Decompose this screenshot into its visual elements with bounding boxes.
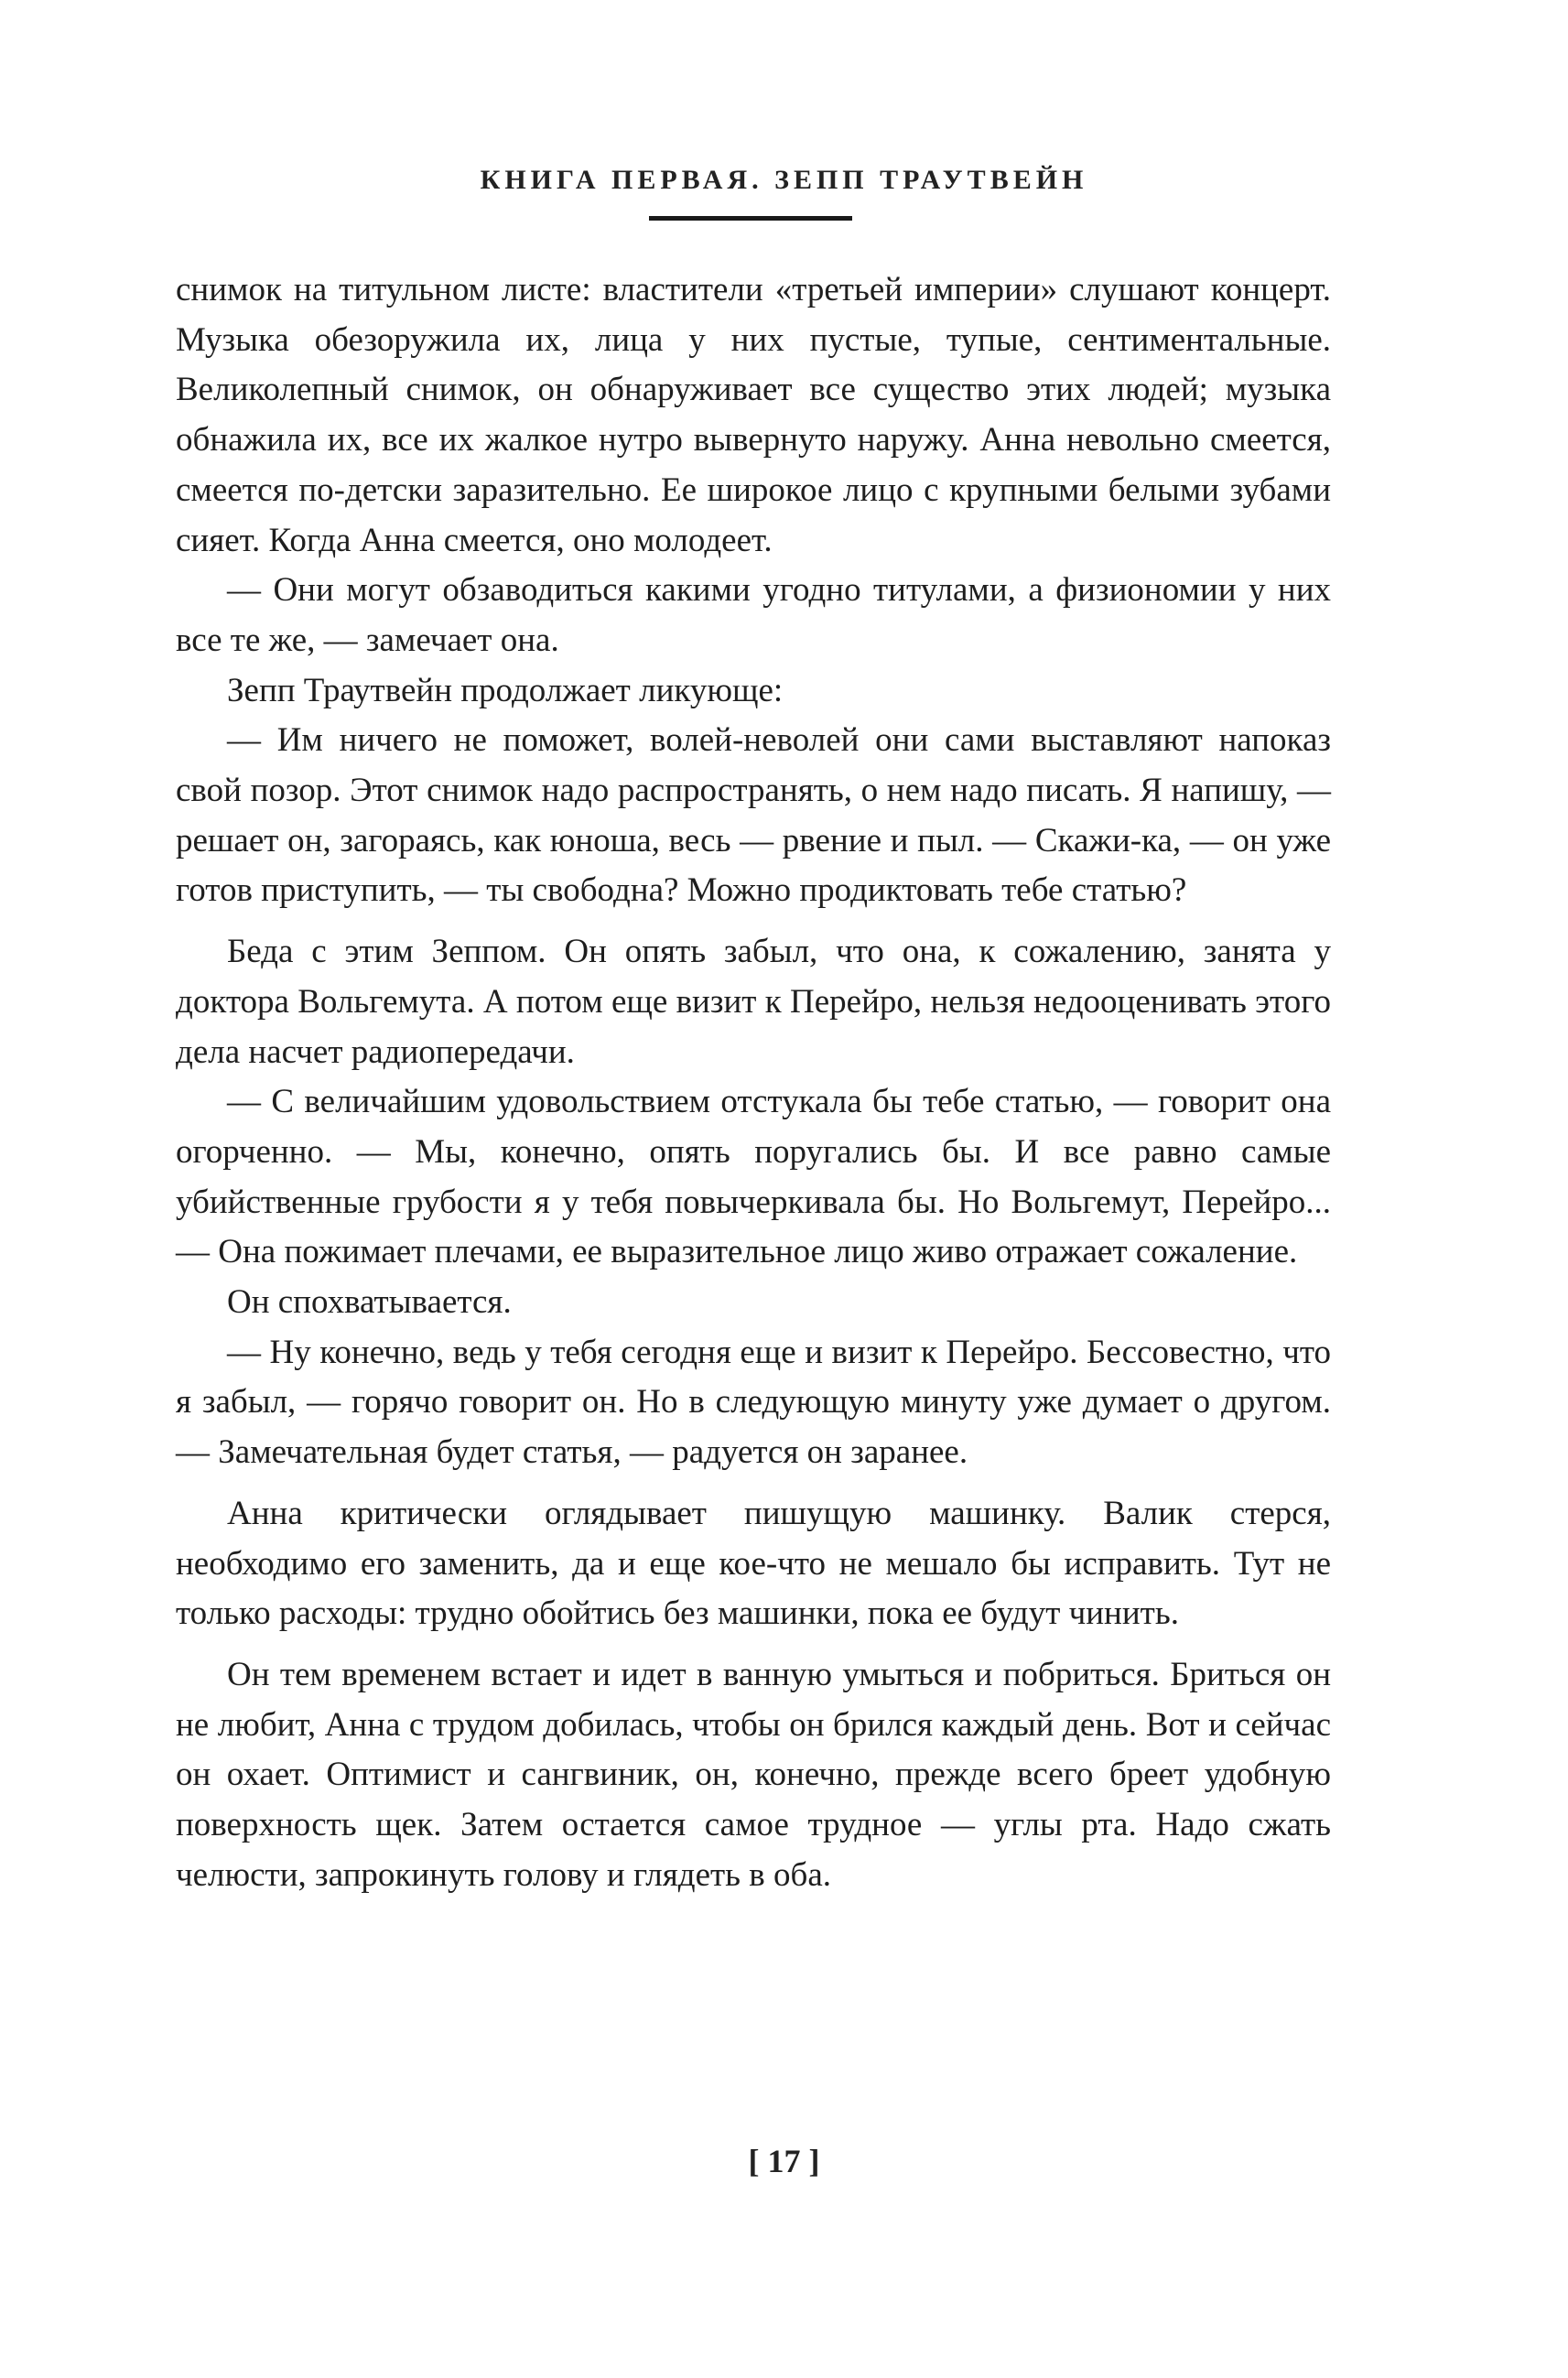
paragraph: — Им ничего не поможет, волей-неволей они сами выставляют напоказ свой позор. Этот снимок надо распространять, о нем надо писать. Я напишу, — решает он, загораясь, как юноша, весь — рвение и пыл. — Скажи-ка, — он уже готов приступить, — ты свободна? Можно продиктовать тебе статью? <box>176 721 1331 910</box>
paragraph: снимок на титульном листе: властители «третьей империи» слушают концерт. Музыка обезоружила их, лица у них пустые, тупые, сентиментальные. Великолепный снимок, он обнаруживает все существо этих людей; музыка обнажила их, все их жалкое нутро вывернуто наружу. Анна невольно смеется, смеется по-детски заразительно. Ее широкое лицо с крупными белыми зубами сияет. Когда Анна смеется, оно молодеет. <box>176 271 1331 559</box>
body-text <box>176 265 1331 1901</box>
running-head: КНИГА ПЕРВАЯ. ЗЕПП ТРАУТВЕЙН <box>480 165 1088 195</box>
paragraph: Беда с этим Зеппом. Он опять забыл, что она, к сожалению, занята у доктора Вольгемута. А потом еще визит к Перейро, нельзя недооценивать этого дела насчет радиопередачи. <box>176 933 1331 1071</box>
paragraph: — С величайшим удовольствием отстукала бы тебе статью, — говорит она огорченно. — Мы, конечно, опять поругались бы. И все равно самые убийственные грубости я у тебя повычеркивала бы. Но Вольгемут, Перейро... — Она пожимает плечами, ее выразительное лицо живо отражает сожаление. <box>176 1083 1331 1271</box>
paragraph: — Ну конечно, ведь у тебя сегодня еще и визит к Перейро. Бессовестно, что я забыл, — горячо говорит он. Но в следующую минуту уже думает о другом. — Замечательная будет статья, — радуется он заранее. <box>176 1333 1331 1472</box>
running-head-rule <box>649 216 852 221</box>
paragraph: Он спохватывается. <box>227 1283 512 1322</box>
paragraph: Он тем временем встает и идет в ванную умыться и побриться. Бриться он не любит, Анна с трудом добилась, чтобы он брился каждый день. Вот и сейчас он охает. Оптимист и сангвиник, он, конечно, прежде всего бреет удобную поверхность щек. Затем остается самое трудное — углы рта. Надо сжать челюсти, запрокинуть голову и глядеть в оба. <box>176 1655 1331 1894</box>
paragraph: Анна критически оглядывает пишущую машинку. Валик стерся, необходимо его заменить, да и еще кое-что не мешало бы исправить. Тут не только расходы: трудно обойтись без машинки, пока ее будут чинить. <box>176 1494 1331 1633</box>
paragraph: — Они могут обзаводиться какими угодно титулами, а физиономии у них все те же, — замечает она. <box>176 571 1331 659</box>
paragraph: Зепп Траутвейн продолжает ликующе: <box>227 671 784 709</box>
page-number: [ 17 ] <box>748 2143 820 2179</box>
